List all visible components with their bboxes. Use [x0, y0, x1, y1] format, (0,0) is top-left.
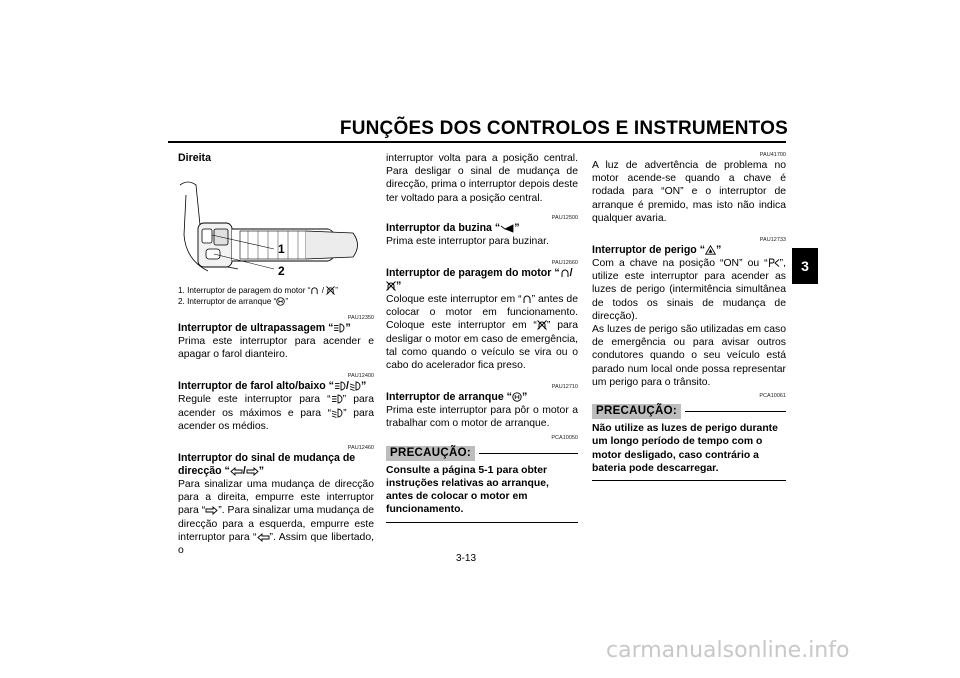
- section-code: PAU12710: [551, 384, 578, 391]
- low-beam-icon: [331, 408, 343, 418]
- section-title-dimmer-switch: Interruptor de farol alto/baixo “ / ”: [178, 380, 367, 393]
- caution-label: PRECAUÇÃO:: [386, 446, 475, 461]
- figure-label-2: 2: [278, 264, 285, 278]
- high-beam-icon: [331, 394, 343, 404]
- engine-run-icon: [560, 268, 570, 278]
- turn-left-icon: [257, 533, 270, 542]
- section-title-turn-signal: Interruptor do sinal de mudança de direcção “ / ”: [178, 452, 356, 478]
- low-beam-icon: [349, 381, 361, 391]
- turn-left-icon: [230, 467, 243, 476]
- caution-header: [386, 446, 578, 461]
- section-body: Regule este interruptor para “ ” para acender os máximos e para “ ” para acender os médios.: [178, 394, 374, 432]
- section-body: Para sinalizar uma mudança de direcção para a direita, empurre este interruptor para “ ”. Para sinalizar uma mudança de direcção para a esquerda, empurre este interruptor para “ ”. Assim que libertado, o: [178, 479, 374, 557]
- engine-run-icon: [522, 294, 532, 304]
- section-code: PAU12733: [759, 237, 786, 244]
- hazard-icon: [705, 245, 716, 255]
- section-code: PAU12400: [347, 373, 374, 380]
- caution-rule: [685, 411, 786, 412]
- column-middle: [386, 152, 578, 523]
- section-code: PAU12500: [551, 214, 578, 221]
- caution-label: PRECAUÇÃO:: [592, 404, 681, 419]
- caution-rule: [479, 453, 578, 454]
- section-title-hazard: Interruptor de perigo “ ”: [592, 244, 722, 257]
- section-title-horn: Interruptor da buzina “ ”: [386, 221, 520, 234]
- caution-header: [592, 404, 786, 419]
- section-body: Prima este interruptor para pôr o motor a trabalhar com o motor de arranque.: [386, 405, 578, 430]
- section-body: As luzes de perigo são utilizadas em caso de emergência ou para avisar outros condutores quando o seu veículo está parado num local onde possa representar um perigo para o trânsito.: [592, 324, 786, 388]
- section-body: Com a chave na posição “ON” ou “ ”, utilize este interruptor para acender as luzes de perigo (intermitência simultânea de todos os sinais de mudança de direcção).: [592, 258, 786, 322]
- figure-caption-2: 2. Interruptor de arranque “ ”: [178, 297, 289, 306]
- parking-key-icon: [768, 258, 780, 268]
- section-body: Prima este interruptor para acender e apagar o farol dianteiro.: [178, 336, 374, 361]
- high-beam-icon: [333, 323, 345, 333]
- start-switch-icon: [276, 297, 285, 306]
- caution-code: PCA10050: [551, 434, 578, 441]
- engine-run-icon: [310, 286, 319, 295]
- section-body-continued: interruptor volta para a posição central. Para desligar o sinal de mudança de direcção, prima o interruptor depois deste ter voltado para a posição central.: [386, 153, 578, 204]
- turn-right-icon: [246, 467, 259, 476]
- caution-code: PCA10061: [759, 393, 786, 400]
- section-body: Coloque este interruptor em “ ” antes de colocar o motor em funcionamento. Coloque este interruptor em “ ” para desligar o motor em caso de emergência, tal como quando o veículo se vira ou o cabo do acelerador fica preso.: [386, 294, 578, 372]
- header-rule: [168, 141, 786, 143]
- section-body: Prima este interruptor para buzinar.: [386, 235, 549, 247]
- handlebar-switch-illustration: [178, 165, 374, 275]
- page-title: FUNÇÕES DOS CONTROLOS E INSTRUMENTOS: [339, 118, 788, 139]
- high-beam-icon: [334, 381, 346, 391]
- watermark: carmanualsonline.info: [606, 638, 850, 663]
- column-left: [178, 152, 374, 557]
- section-body: A luz de advertência de problema no motor acende-se quando a chave é rodada para “ON” e o interruptor de arranque é premido, mas isto não indica qualquer avaria.: [592, 160, 786, 224]
- start-switch-icon: [512, 392, 522, 402]
- engine-stop-icon: [537, 320, 547, 330]
- handlebar-switch-figure: [178, 165, 374, 278]
- turn-right-icon: [205, 506, 218, 515]
- section-heading-right: Direita: [178, 152, 211, 164]
- figure-caption-1: 1. Interruptor de paragem do motor “ / ”: [178, 286, 338, 295]
- section-code: PAU12460: [347, 445, 374, 452]
- section-title-engine-stop: Interruptor de paragem do motor “ /”: [386, 267, 573, 293]
- section-code: PAU12350: [347, 315, 374, 321]
- engine-stop-icon: [386, 281, 396, 291]
- horn-icon: [500, 224, 514, 233]
- page-number: 3-13: [456, 553, 477, 564]
- section-title-pass-switch: Interruptor de ultrapassagem “ ”: [178, 322, 351, 334]
- caution-text: Não utilize as luzes de perigo durante um longo período de tempo com o motor desligado, caso contrário a bateria pode descarregar.: [592, 422, 786, 481]
- column-right: [592, 152, 786, 481]
- chapter-tab: 3: [792, 248, 818, 284]
- section-code: PAU41700: [759, 152, 786, 158]
- section-title-start-switch: Interruptor de arranque “ ”: [386, 391, 528, 404]
- caution-text: Consulte a página 5-1 para obter instruções relativas ao arranque, antes de colocar o motor em funcionamento.: [386, 464, 578, 523]
- section-code: PAU12660: [551, 260, 578, 267]
- engine-stop-icon: [326, 286, 335, 295]
- figure-label-1: 1: [278, 242, 285, 256]
